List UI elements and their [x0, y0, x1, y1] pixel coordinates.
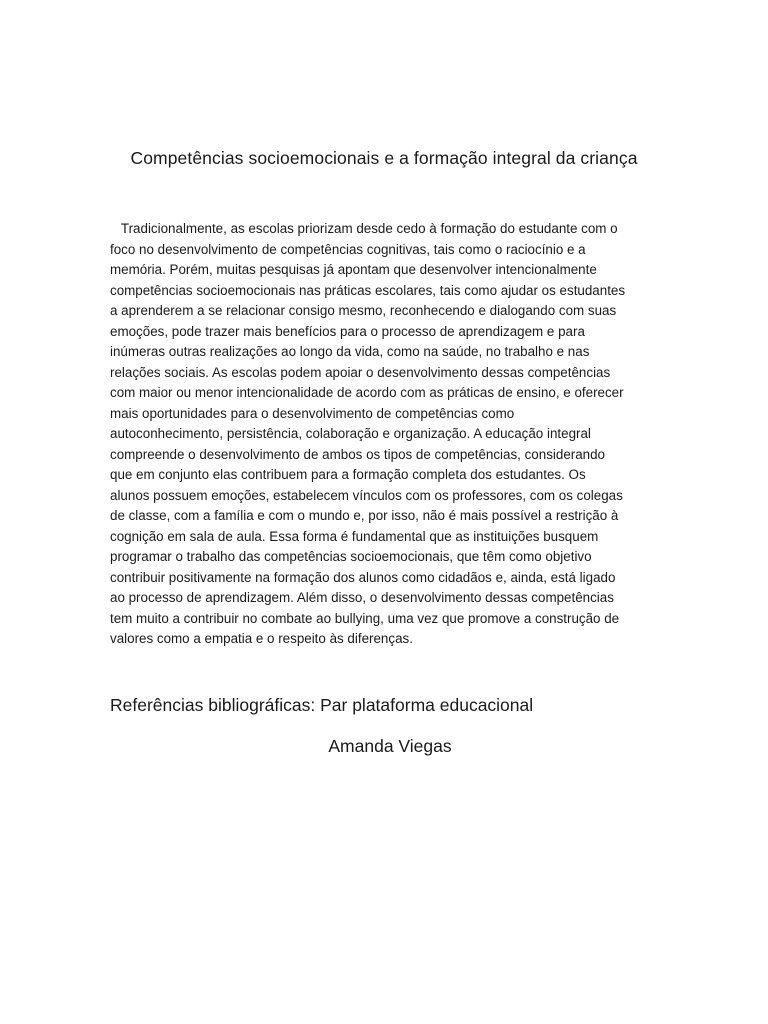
- paragraph-line: emoções, pode trazer mais benefícios para o processo de aprendizagem e para: [110, 323, 585, 339]
- author-name: Amanda Viegas: [328, 736, 452, 756]
- paragraph-line: relações sociais. As escolas podem apoiar o desenvolvimento dessas competências: [110, 364, 611, 380]
- document-title: Competências socioemocionais e a formação integral da criança: [130, 148, 638, 168]
- paragraph-line: Tradicionalmente, as escolas priorizam desde cedo à formação do estudante com o: [110, 221, 618, 236]
- paragraph-line: de classe, com a família e com o mundo e, por isso, não é mais possível a restrição à: [110, 508, 619, 523]
- body-paragraph: [110, 219, 670, 650]
- paragraph-line: mais oportunidades para o desenvolvimento de competências como: [110, 405, 515, 421]
- paragraph-line: programar o trabalho das competências socioemocionais, que têm como objetivo: [110, 549, 592, 564]
- paragraph-line: alunos possuem emoções, estabelecem vínculos com os professores, com os colegas: [110, 487, 623, 503]
- paragraph-line: ao processo de aprendizagem. Além disso, o desenvolvimento dessas competências: [110, 590, 614, 605]
- paragraph-line: foco no desenvolvimento de competências cognitivas, tais como o raciocínio e a: [110, 241, 586, 257]
- paragraph-line: competências socioemocionais nas práticas escolares, tais como ajudar os estudantes: [110, 282, 626, 298]
- paragraph-line: contribuir positivamente na formação dos alunos como cidadãos e, ainda, está ligado: [110, 569, 616, 585]
- paragraph-line: a aprenderem a se relacionar consigo mesmo, reconhecendo e dialogando com suas: [110, 303, 617, 318]
- paragraph-line: tem muito a contribuir no combate ao bullying, uma vez que promove a construção de: [110, 610, 620, 626]
- paragraph-line: inúmeras outras realizações ao longo da vida, como na saúde, no trabalho e nas: [110, 344, 590, 359]
- paragraph-line: que em conjunto elas contribuem para a formação completa dos estudantes. Os: [110, 467, 586, 482]
- paragraph-line: compreende o desenvolvimento de ambos os tipos de competências, considerando: [110, 446, 606, 462]
- references-line: Referências bibliográficas: Par plataforma educacional: [110, 695, 534, 715]
- paragraph-line: valores como a empatia e o respeito às diferenças.: [110, 631, 413, 646]
- paragraph-line: autoconhecimento, persistência, colaboração e organização. A educação integral: [110, 426, 591, 441]
- paragraph-line: cognição em sala de aula. Essa forma é fundamental que as instituições busquem: [110, 528, 599, 544]
- paragraph-line: com maior ou menor intencionalidade de acordo com as práticas de ensino, e oferecer: [110, 385, 624, 400]
- paragraph-line: memória. Porém, muitas pesquisas já apontam que desenvolver intencionalmente: [110, 262, 597, 277]
